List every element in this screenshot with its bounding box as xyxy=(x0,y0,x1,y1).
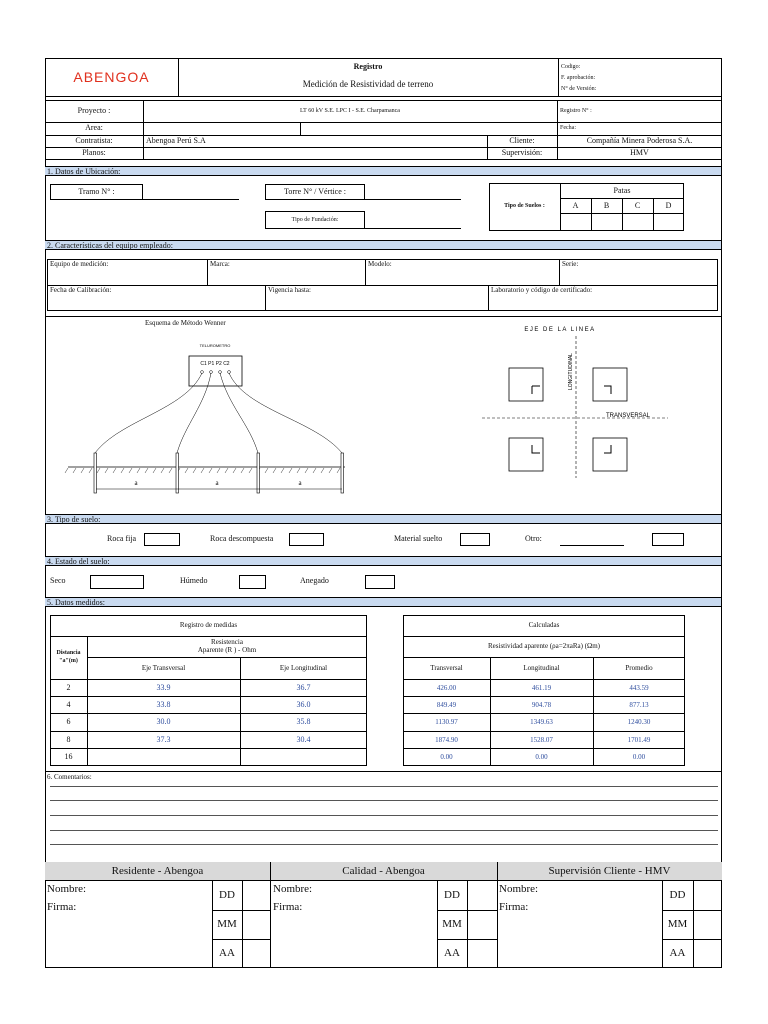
distancia-unit: "a"(m) xyxy=(59,658,78,664)
supervision-label: Supervisión: xyxy=(501,148,543,157)
calidad-aa: AA xyxy=(444,947,460,959)
cliente-value: Compañía Minera Poderosa S.A. xyxy=(586,136,693,145)
row-2-calc-longitudinal: 904.78 xyxy=(531,701,552,709)
company-logo: ABENGOA xyxy=(73,69,150,85)
electrode-c1 xyxy=(94,453,97,493)
codigo-label: Codigo: xyxy=(561,64,581,70)
axes-diagram xyxy=(480,320,670,480)
laboratorio-label: Laboratorio y código de certificado: xyxy=(491,286,593,294)
otro-checkbox[interactable] xyxy=(652,533,684,546)
row-3-calc-promedio: 1240.30 xyxy=(627,718,651,726)
row-4-calc-longitudinal: 1528.07 xyxy=(530,736,553,744)
row-4-longitudinal[interactable]: 30.4 xyxy=(296,735,311,744)
spacing-a-2: a xyxy=(215,479,219,487)
row-4-distance: 8 xyxy=(66,735,71,744)
planos-label: Planos: xyxy=(82,148,106,157)
contratista-value: Abengoa Perú S.A xyxy=(146,136,206,145)
roca-descompuesta-label: Roca descompuesta xyxy=(210,534,274,543)
comentarios-area[interactable] xyxy=(50,784,718,850)
residente-mm: MM xyxy=(217,918,237,930)
version-label: N° de Versión: xyxy=(561,86,597,92)
comentarios-label: 6. Comentarios: xyxy=(47,773,92,781)
calidad-nombre-label: Nombre: xyxy=(273,883,313,895)
calculadas-header: Calculadas xyxy=(528,621,560,629)
supervision-title: Supervisión Cliente - HMV xyxy=(548,865,671,877)
material-suelto-checkbox[interactable] xyxy=(460,533,490,546)
otro-field[interactable] xyxy=(560,545,624,546)
eje-transversal-header: Eje Transversal xyxy=(141,664,186,672)
row-1-longitudinal[interactable]: 36.7 xyxy=(296,683,311,692)
pata-c: C xyxy=(634,201,641,210)
col-transversal-header: Transversal xyxy=(430,664,463,672)
supervision-firma-label: Firma: xyxy=(499,901,529,913)
residente-firma-label: Firma: xyxy=(47,901,77,913)
eje-longitudinal-header: Eje Longitudinal xyxy=(279,664,328,672)
pata-d: D xyxy=(665,201,672,210)
calidad-mm: MM xyxy=(442,918,462,930)
row-1-calc-promedio: 443.59 xyxy=(629,684,649,692)
tipo-suelos-label: Tipo de Suelos : xyxy=(504,203,545,209)
electrode-p1 xyxy=(176,453,179,493)
seco-label: Seco xyxy=(50,576,66,585)
terminal-labels: C1 P1 P2 C2 xyxy=(200,361,230,367)
row-4-calc-promedio: 1701.49 xyxy=(627,736,651,744)
eje-linea-label: EJE DE LA LINEA xyxy=(524,327,596,333)
section-4-header: 4. Estado del suelo: xyxy=(45,556,721,566)
wenner-title: Esquema de Método Wenner xyxy=(145,319,226,327)
pata-a: A xyxy=(572,201,579,210)
resistividad-header: Resistividad aparente (ρa=2πaRa) (Ωm) xyxy=(488,642,600,650)
aprobacion-label: F. aprobación: xyxy=(561,75,596,81)
wenner-diagram xyxy=(60,335,360,505)
residente-aa: AA xyxy=(219,947,235,959)
marca-label: Marca: xyxy=(210,260,230,268)
row-1-distance: 2 xyxy=(66,683,71,692)
section-2-header: 2. Características del equipo empleado: xyxy=(45,240,721,250)
telurometro-label: TELUROMETRO xyxy=(199,343,231,348)
row-2-calc-transversal: 849.49 xyxy=(436,701,457,709)
registro-label: Registro N° : xyxy=(560,108,592,114)
equipo-label: Equipo de medición: xyxy=(50,260,109,268)
row-5-calc-longitudinal: 0.00 xyxy=(535,753,548,761)
electrode-c2 xyxy=(341,453,344,493)
residente-dd: DD xyxy=(219,889,235,901)
col-promedio-header: Promedio xyxy=(625,664,653,672)
torre-label: Torre N° / Vértice : xyxy=(283,187,347,196)
electrode-p2 xyxy=(257,453,260,493)
row-5-calc-promedio: 0.00 xyxy=(632,753,646,761)
tramo-label: Tramo N° : xyxy=(78,187,115,196)
spacing-a-3: a xyxy=(298,479,302,487)
row-3-calc-transversal: 1130.97 xyxy=(435,718,458,726)
roca-descompuesta-checkbox[interactable] xyxy=(289,533,324,546)
supervision-aa: AA xyxy=(669,947,686,959)
registro-medidas-header: Registro de medidas xyxy=(179,621,238,629)
aparente-header: Aparente (R ) - Ohm xyxy=(197,646,257,654)
row-1-transversal[interactable]: 33.9 xyxy=(156,683,171,692)
col-longitudinal-header: Longitudinal xyxy=(523,664,560,672)
row-1-calc-transversal: 426.00 xyxy=(436,684,457,692)
supervision-nombre-label: Nombre: xyxy=(499,883,539,895)
area-label: Area: xyxy=(85,123,103,132)
row-2-calc-promedio: 877.13 xyxy=(629,701,649,709)
row-5-calc-transversal: 0.00 xyxy=(440,753,453,761)
longitudinal-label: LONGITUDINAL xyxy=(568,353,574,390)
material-suelto-label: Material suelto xyxy=(394,534,443,543)
torre-field[interactable] xyxy=(365,199,461,200)
row-1-calc-longitudinal: 461.19 xyxy=(531,684,552,692)
section-5-header: 5. Datos medidos: xyxy=(45,597,721,607)
resistencia-header: Resistencia xyxy=(211,638,243,646)
otro-label: Otro: xyxy=(525,534,542,543)
serie-label: Serie: xyxy=(562,260,579,268)
row-2-longitudinal[interactable]: 36.0 xyxy=(296,700,311,709)
section-1-header: 1. Datos de Ubicación: xyxy=(45,166,721,176)
fecha-label: Fecha: xyxy=(560,125,576,131)
form-title: Registro xyxy=(353,62,383,71)
row-3-distance: 6 xyxy=(66,717,71,726)
calidad-firma-label: Firma: xyxy=(273,901,303,913)
row-3-calc-longitudinal: 1349.63 xyxy=(530,718,553,726)
supervision-dd: DD xyxy=(669,889,686,901)
calidad-title: Calidad - Abengoa xyxy=(342,865,425,877)
calidad-dd: DD xyxy=(444,889,460,901)
contratista-label: Contratista: xyxy=(75,136,113,145)
proyecto-value: LT 60 kV S.E. LPC I - S.E. Charpamanca xyxy=(300,108,400,114)
proyecto-label: Proyecto : xyxy=(77,106,111,115)
fundacion-label: Tipo de Fundación: xyxy=(291,217,339,223)
supervision-mm: MM xyxy=(667,918,688,930)
tramo-field[interactable] xyxy=(143,199,239,200)
humedo-checkbox[interactable] xyxy=(239,575,266,589)
pata-b: B xyxy=(603,201,610,210)
section-3-header: 3. Tipo de suelo: xyxy=(45,514,721,524)
row-2-distance: 4 xyxy=(66,700,71,709)
fundacion-field[interactable] xyxy=(365,228,461,229)
distancia-header: Distancia xyxy=(56,650,81,656)
residente-title: Residente - Abengoa xyxy=(111,865,204,877)
humedo-label: Húmedo xyxy=(180,576,208,585)
roca-fija-label: Roca fija xyxy=(107,534,137,543)
roca-fija-checkbox[interactable] xyxy=(144,533,180,546)
fecha-calibracion-label: Fecha de Calibración: xyxy=(50,286,112,294)
form-subtitle: Medición de Resistividad de terreno xyxy=(302,79,434,89)
transversal-label: TRANSVERSAL xyxy=(606,413,651,419)
patas-header: Patas xyxy=(613,186,631,195)
row-4-transversal[interactable]: 37.3 xyxy=(156,735,171,744)
residente-nombre-label: Nombre: xyxy=(47,883,87,895)
header xyxy=(45,58,722,96)
cliente-label: Cliente: xyxy=(509,136,535,145)
seco-checkbox[interactable] xyxy=(90,575,144,589)
spacing-a-1: a xyxy=(134,479,138,487)
anegado-label: Anegado xyxy=(300,576,329,585)
row-3-transversal[interactable]: 30.0 xyxy=(156,717,171,726)
row-5-distance: 16 xyxy=(64,752,73,761)
row-3-longitudinal[interactable]: 35.8 xyxy=(296,717,311,726)
modelo-label: Modelo: xyxy=(368,260,392,268)
supervision-value: HMV xyxy=(630,148,649,157)
row-2-transversal[interactable]: 33.8 xyxy=(156,700,171,709)
vigencia-label: Vigencia hasta: xyxy=(268,286,311,294)
anegado-checkbox[interactable] xyxy=(365,575,395,589)
row-4-calc-transversal: 1874.90 xyxy=(435,736,458,744)
